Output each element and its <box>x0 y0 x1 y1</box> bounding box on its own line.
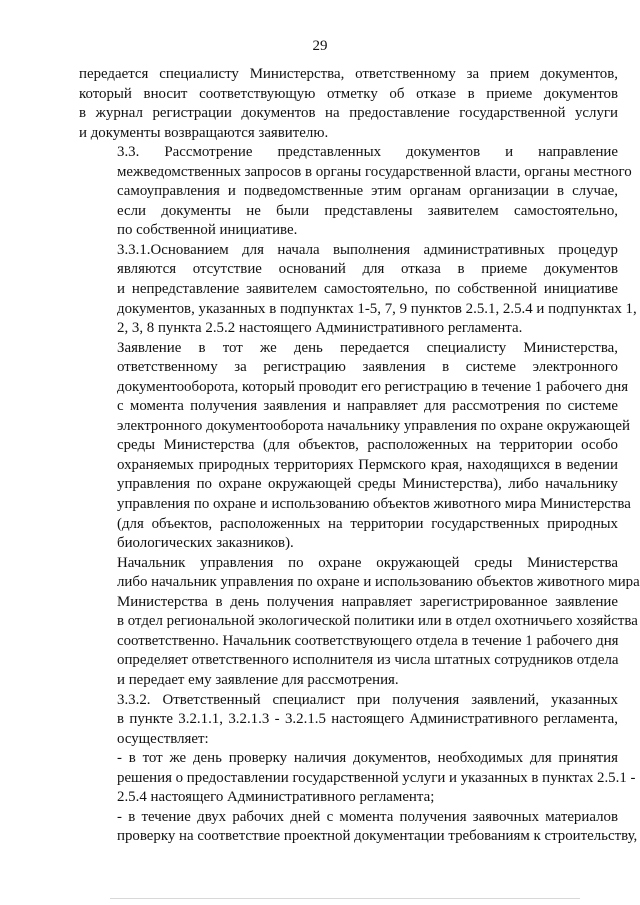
text-line: передается специалисту Министерства, ответственному за прием документов, <box>79 66 618 82</box>
paragraph <box>79 339 631 554</box>
text-line: в журнал регистрации документов на предоставление государственной услуги <box>79 105 618 122</box>
text-line: Министерства в день получения направляет зарегистрированное заявление <box>117 593 618 610</box>
text-line: - в тот же день проверку наличия документов, необходимых для принятия <box>117 750 618 767</box>
text-line: управления по охране окружающей среды Министерства), либо начальнику <box>117 476 618 493</box>
text-line: проверку на соответствие проектной документации требованиям к строительству, <box>117 828 638 845</box>
text-line: межведомственных запросов в органы государственной власти, органы местного <box>117 163 632 180</box>
text-line: который вносит соответствующую отметку об отказе в приеме документов <box>79 85 618 102</box>
text-line: решения о предоставлении государственной услуги и указанных в пунктах 2.5.1 - <box>117 769 636 786</box>
text-line: ответственному за регистрацию заявления в системе электронного <box>117 359 618 376</box>
text-line: управления по охране и использованию объектов животного мира Министерства <box>117 496 631 513</box>
text-line: либо начальник управления по охране и использованию объектов животного мира <box>117 574 640 591</box>
text-line: электронного документооборота начальнику управления по охране окружающей <box>117 417 630 434</box>
page-bottom-edge <box>110 898 580 899</box>
paragraph <box>79 554 640 691</box>
text-line: и передает ему заявление для рассмотрения. <box>117 671 399 688</box>
paragraph <box>79 749 636 808</box>
text-line: Заявление в тот же день передается специалисту Министерства, <box>117 339 618 356</box>
text-line: если документы не были представлены заявителем самостоятельно, <box>117 202 618 219</box>
text-line: соответственно. Начальник соответствующего отдела в течение 1 рабочего дня <box>117 632 619 649</box>
text-line: документов, указанных в подпунктах 1-5, 7, 9 пунктов 2.5.1, 2.5.4 и подпунктах 1, <box>117 300 637 317</box>
text-line: 3.3.1.Основанием для начала выполнения административных процедур <box>117 241 618 258</box>
text-line: 2, 3, 8 пункта 2.5.2 настоящего Административного регламента. <box>117 320 523 337</box>
page-number: 29 <box>312 38 328 54</box>
text-line: с момента получения заявления и направляет для рассмотрения по системе <box>117 398 618 415</box>
text-line: охраняемых природных территориях Пермского края, находящихся в ведении <box>117 456 618 473</box>
text-line: 2.5.4 настоящего Административного регламента; <box>117 789 435 806</box>
text-line: осуществляет: <box>117 730 209 747</box>
text-line: (для объектов, расположенных на территории государственных природных <box>117 515 618 532</box>
text-line: определяет ответственного исполнителя из числа штатных сотрудников отдела <box>117 652 619 669</box>
text-line: 3.3. Рассмотрение представленных документов и направление <box>117 144 618 161</box>
text-line: Начальник управления по охране окружающей среды Министерства <box>117 554 618 571</box>
text-line: - в течение двух рабочих дней с момента получения заявочных материалов <box>117 808 618 825</box>
text-line: являются отсутствие оснований для отказа в приеме документов <box>117 261 618 278</box>
text-line: в пункте 3.2.1.1, 3.2.1.3 - 3.2.1.5 настоящего Административного регламента, <box>117 711 618 728</box>
text-line: самоуправления и подведомственные этим органам организации в случае, <box>117 183 618 200</box>
paragraph <box>79 143 632 241</box>
text-line: и непредставление заявителем самостоятельно, по собственной инициативе <box>117 281 618 298</box>
paragraph <box>79 691 618 750</box>
text-line: биологических заказников). <box>117 535 294 552</box>
paragraph <box>79 808 638 847</box>
text-line: документооборота, который проводит его регистрацию в течение 1 рабочего дня <box>117 378 629 395</box>
text-line: 3.3.2. Ответственный специалист при получения заявлений, указанных <box>117 691 618 708</box>
text-line: по собственной инициативе. <box>117 222 298 239</box>
paragraph <box>79 241 637 339</box>
text-line: среды Министерства (для объектов, расположенных на территории особо <box>117 437 618 454</box>
document-body <box>79 65 640 847</box>
paragraph <box>79 65 618 143</box>
text-line: и документы возвращаются заявителю. <box>79 124 329 141</box>
text-line: в отдел региональной экологической политики или в отдел охотничьего хозяйства <box>117 613 638 630</box>
